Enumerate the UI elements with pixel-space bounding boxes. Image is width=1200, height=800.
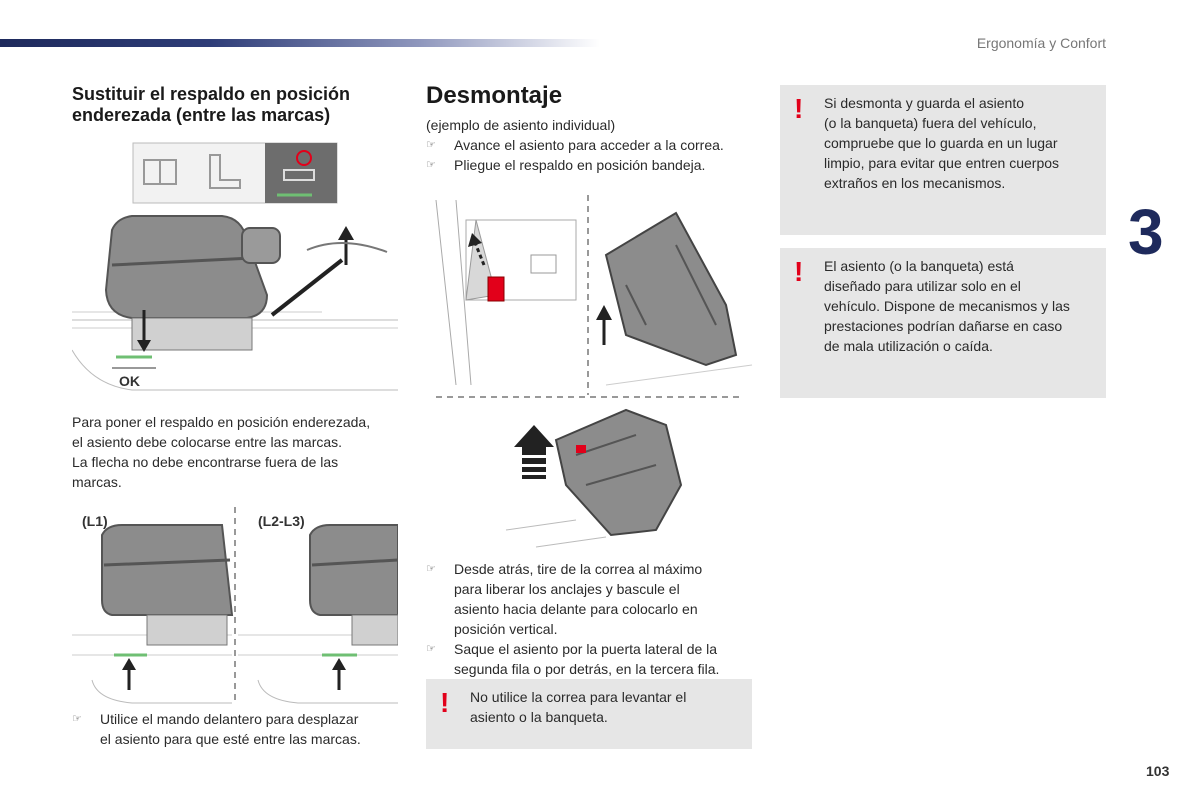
left-paragraph bbox=[72, 412, 402, 492]
hand-pointer-icon: ☞ bbox=[426, 139, 436, 151]
middle-bullet-3 bbox=[426, 559, 766, 639]
exclamation-icon: ! bbox=[794, 93, 804, 124]
exclamation-icon: ! bbox=[794, 256, 804, 287]
warning-line: No utilice la correa para levantar el bbox=[470, 689, 687, 705]
left-paragraph-line: Para poner el respaldo en posición enderezada, bbox=[72, 414, 371, 430]
left-paragraph-line: La flecha no debe encontrarse fuera de las bbox=[72, 454, 339, 470]
ok-label: OK bbox=[119, 373, 140, 389]
warning-box-strap bbox=[426, 679, 752, 749]
exclamation-icon: ! bbox=[440, 687, 450, 718]
middle-bullet-line: para liberar los anclajes y bascule el bbox=[454, 581, 680, 597]
warning-line: prestaciones podrían dañarse en caso bbox=[824, 318, 1063, 334]
middle-bullet-4 bbox=[426, 639, 766, 679]
middle-bullet-line: asiento hacia delante para colocarlo en bbox=[454, 601, 698, 617]
warning-line: de mala utilización o caída. bbox=[824, 338, 993, 354]
warning-line: limpio, para evitar que entren cuerpos bbox=[824, 155, 1060, 171]
left-paragraph-line: marcas. bbox=[72, 474, 122, 490]
middle-bullet-line: Desde atrás, tire de la correa al máximo bbox=[454, 561, 703, 577]
section-title: Ergonomía y Confort bbox=[976, 35, 1106, 51]
middle-bullet-2 bbox=[426, 155, 766, 175]
warning-line: vehículo. Dispone de mecanismos y las bbox=[824, 298, 1070, 314]
warning-line: diseñado para utilizar solo en el bbox=[824, 278, 1021, 294]
hand-pointer-icon: ☞ bbox=[72, 713, 82, 725]
middle-bullet-line: Avance el asiento para acceder a la correa. bbox=[454, 137, 724, 153]
warning-text bbox=[470, 687, 742, 727]
warning-text bbox=[824, 93, 1096, 193]
warning-line: Si desmonta y guarda el asiento bbox=[824, 95, 1025, 111]
warning-box-vehicle-use bbox=[780, 248, 1106, 398]
middle-bullet-1 bbox=[426, 135, 766, 155]
seat-marks-illustration bbox=[72, 140, 398, 400]
seat-positions-svg bbox=[72, 505, 398, 705]
chapter-number: 3 bbox=[1128, 196, 1164, 268]
warning-line: asiento o la banqueta. bbox=[470, 709, 608, 725]
seat-removal-illustration bbox=[426, 185, 754, 560]
seat-marks-svg bbox=[72, 140, 398, 400]
middle-bullet-line: posición vertical. bbox=[454, 621, 558, 637]
middle-bullet-line: segunda fila o por detrás, en la tercera fila. bbox=[454, 661, 720, 677]
middle-bullet-line: Pliegue el respaldo en posición bandeja. bbox=[454, 157, 706, 173]
left-heading: Sustituir el respaldo en posición enderezada (entre las marcas) bbox=[72, 84, 351, 125]
left-bullet bbox=[72, 709, 402, 749]
warning-line: El asiento (o la banqueta) está bbox=[824, 258, 1014, 274]
seat-removal-svg bbox=[426, 185, 754, 560]
middle-intro: (ejemplo de asiento individual) bbox=[426, 117, 616, 133]
label-l1: (L1) bbox=[82, 513, 108, 529]
warning-line: extraños en los mecanismos. bbox=[824, 175, 1006, 191]
middle-heading: Desmontaje bbox=[426, 82, 563, 109]
header-bar bbox=[0, 39, 600, 47]
hand-pointer-icon: ☞ bbox=[426, 563, 436, 575]
left-paragraph-line: el asiento debe colocarse entre las marcas. bbox=[72, 434, 343, 450]
hand-pointer-icon: ☞ bbox=[426, 643, 436, 655]
left-bullet-line: el asiento para que esté entre las marcas. bbox=[100, 731, 361, 747]
label-l2-l3: (L2-L3) bbox=[258, 513, 305, 529]
warning-text bbox=[824, 256, 1096, 356]
seat-positions-illustration bbox=[72, 505, 398, 705]
warning-box-storage bbox=[780, 85, 1106, 235]
warning-line: (o la banqueta) fuera del vehículo, bbox=[824, 115, 1037, 131]
page-number: 103 bbox=[1146, 763, 1170, 779]
left-bullet-line: Utilice el mando delantero para desplazar bbox=[100, 711, 359, 727]
hand-pointer-icon: ☞ bbox=[426, 159, 436, 171]
middle-bullet-line: Saque el asiento por la puerta lateral de la bbox=[454, 641, 718, 657]
warning-line: compruebe que lo guarda en un lugar bbox=[824, 135, 1058, 151]
